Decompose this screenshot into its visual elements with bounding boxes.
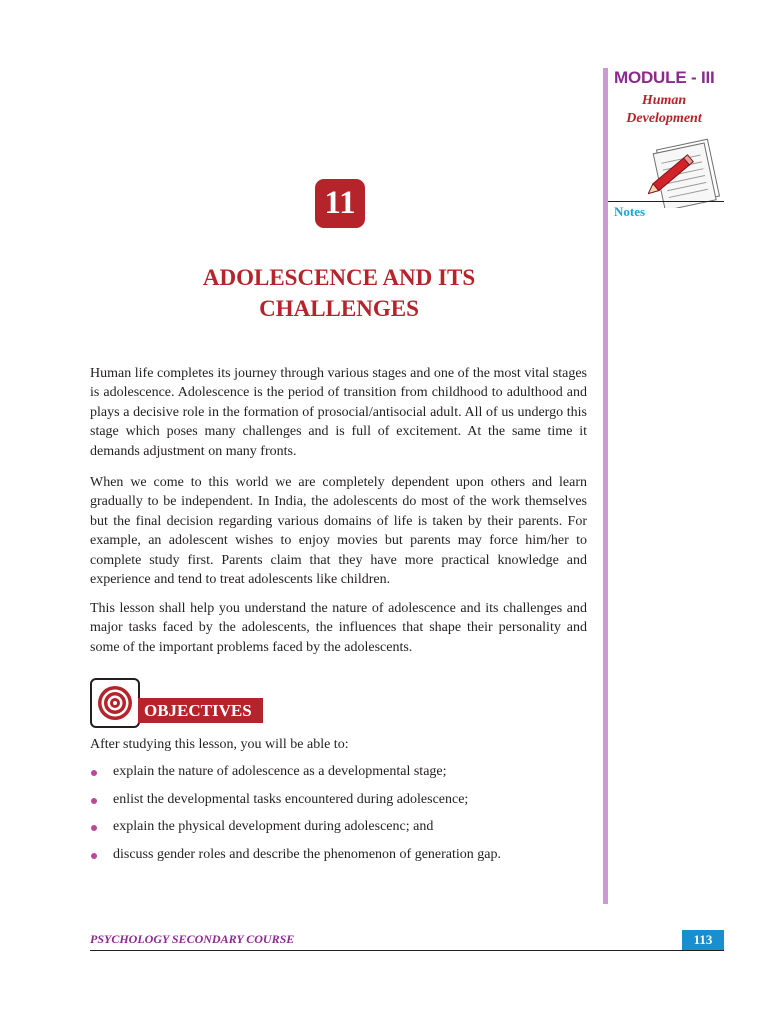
- lesson-scope-paragraph: This lesson shall help you understand the nature of adolescence and its challenges and major tasks faced by the adolescents, the influences that shape their personality and some of the important problems faced by the adolescents.: [90, 601, 587, 655]
- list-item: enlist the developmental tasks encountered during adolescence;: [90, 792, 590, 820]
- intro-paragraph: Human life completes its journey through various stages and one of the most vital stages is adolescence. Adolescence is the period of transition from childhood to adulthood and plays a decisive role in the formation of prosocial/antisocial adult. All of us undergo this stage which poses many challenges and is full of excitement. At the same time it demands adjustment on many fronts.: [90, 366, 587, 459]
- footer-rule: [90, 950, 724, 951]
- bullet-icon: [91, 825, 97, 831]
- target-icon: [92, 680, 138, 726]
- pencil-notes-icon: [648, 138, 724, 208]
- bullet-icon: [91, 770, 97, 776]
- list-item: explain the physical development during adolescenc; and: [90, 819, 590, 847]
- chapter-title: ADOLESCENCE AND ITS CHALLENGES: [202, 265, 476, 321]
- module-subject: Human Development: [626, 93, 702, 126]
- objectives-icon-box: [90, 678, 140, 728]
- notes-divider: [608, 201, 724, 202]
- course-footer: PSYCHOLOGY SECONDARY COURSE: [90, 932, 295, 946]
- bullet-icon: [91, 798, 97, 804]
- body-paragraph: When we come to this world we are completely dependent upon others and learn gradually to be independent. In India, the adolescents do most of the work themselves but the final decision regarding various domains of life is taken by their parents. For example, an adolescent wishes to enjoy movies but parents may force him/her to complete study first. Parents claim that they have more practical knowledge and experience and tend to treat adolescents like children.: [90, 475, 587, 588]
- objectives-list: [90, 764, 590, 874]
- list-item: explain the nature of adolescence as a developmental stage;: [90, 764, 590, 792]
- page-number: 113: [682, 930, 724, 950]
- objectives-heading: OBJECTIVES: [138, 698, 263, 723]
- list-item: discuss gender roles and describe the phenomenon of generation gap.: [90, 847, 590, 875]
- chapter-number-badge: 11: [315, 179, 365, 228]
- objectives-intro: After studying this lesson, you will be able to:: [90, 737, 349, 752]
- module-label: MODULE - III: [614, 68, 715, 87]
- bullet-icon: [91, 853, 97, 859]
- notes-label: Notes: [614, 204, 646, 219]
- margin-rule: [603, 68, 608, 904]
